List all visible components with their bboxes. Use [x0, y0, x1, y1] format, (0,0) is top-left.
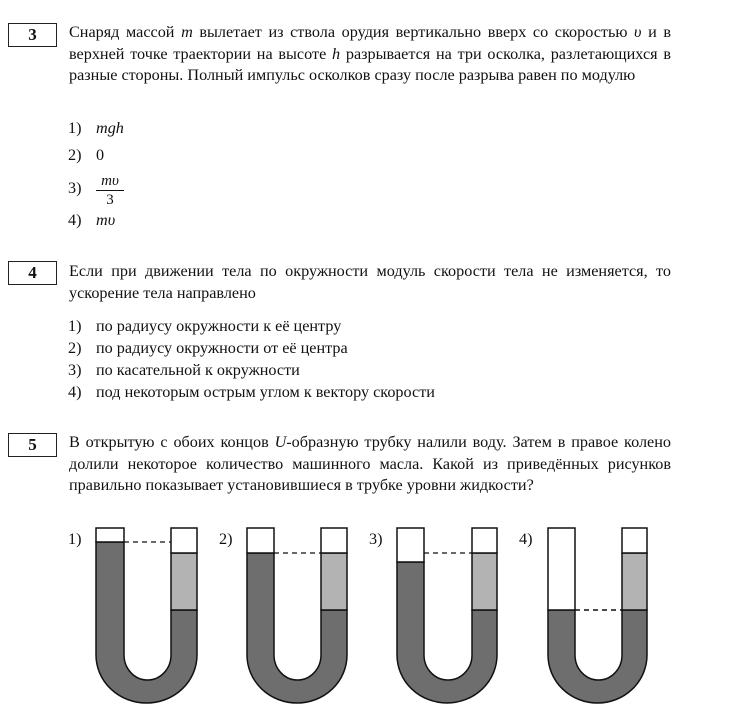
question-number-3: 3	[8, 23, 57, 47]
q3-option-2[interactable]: 2) 0	[68, 146, 105, 164]
q3-option-4[interactable]: 4) mυ	[68, 211, 116, 229]
q3-option-3-fraction: $\frac{m\upsilon}{3}$	[96, 173, 124, 208]
q4-option-2[interactable]: 2) по радиусу окружности от её центра	[68, 339, 348, 357]
question-number-4: 4	[8, 261, 57, 285]
var-h: h	[332, 44, 341, 63]
question-number-5: 5	[8, 433, 57, 457]
q3-option-3[interactable]: 3)	[68, 179, 82, 197]
u-tube-figure-4[interactable]	[548, 528, 647, 703]
figure-1-label[interactable]: 1)	[68, 530, 82, 548]
var-m: m	[181, 23, 193, 41]
question-5-text: В открытую с обоих концов U-образную трубку налили воду. Затем в правое колено долили некоторое количество машинного масла. Какой из приведённых рисунков правильно показывает установившиеся в трубке уровни жидкости?	[69, 433, 671, 494]
figure-2-label[interactable]: 2)	[219, 530, 233, 548]
var-v: υ	[634, 23, 642, 41]
u-tube-figure-2[interactable]	[247, 528, 347, 703]
q4-option-3[interactable]: 3) по касательной к окружности	[68, 361, 300, 379]
q3-option-1[interactable]: 1) mgh	[68, 119, 124, 137]
figure-4-label[interactable]: 4)	[519, 530, 533, 548]
q4-option-4[interactable]: 4) под некоторым острым углом к вектору скорости	[68, 383, 435, 401]
u-tube-figure-1[interactable]	[96, 528, 197, 703]
q4-option-1[interactable]: 1) по радиусу окружности к её центру	[68, 317, 342, 335]
question-4-text: Если при движении тела по окружности модуль скорости тела не изменяется, то ускорение тела направлено	[69, 262, 671, 302]
question-3-text: Снаряд массой m вылетает из ствола орудия вертикально вверх со скоростью υ и в верхней точке траектории на высоте h разрывается на три осколка, разлетающихся в разные стороны. Полный импульс осколков сразу после разрыва равен по модулю	[69, 23, 671, 84]
var-U: U	[274, 433, 287, 451]
u-tube-figure-3[interactable]	[397, 528, 497, 703]
figure-3-label[interactable]: 3)	[369, 530, 383, 548]
